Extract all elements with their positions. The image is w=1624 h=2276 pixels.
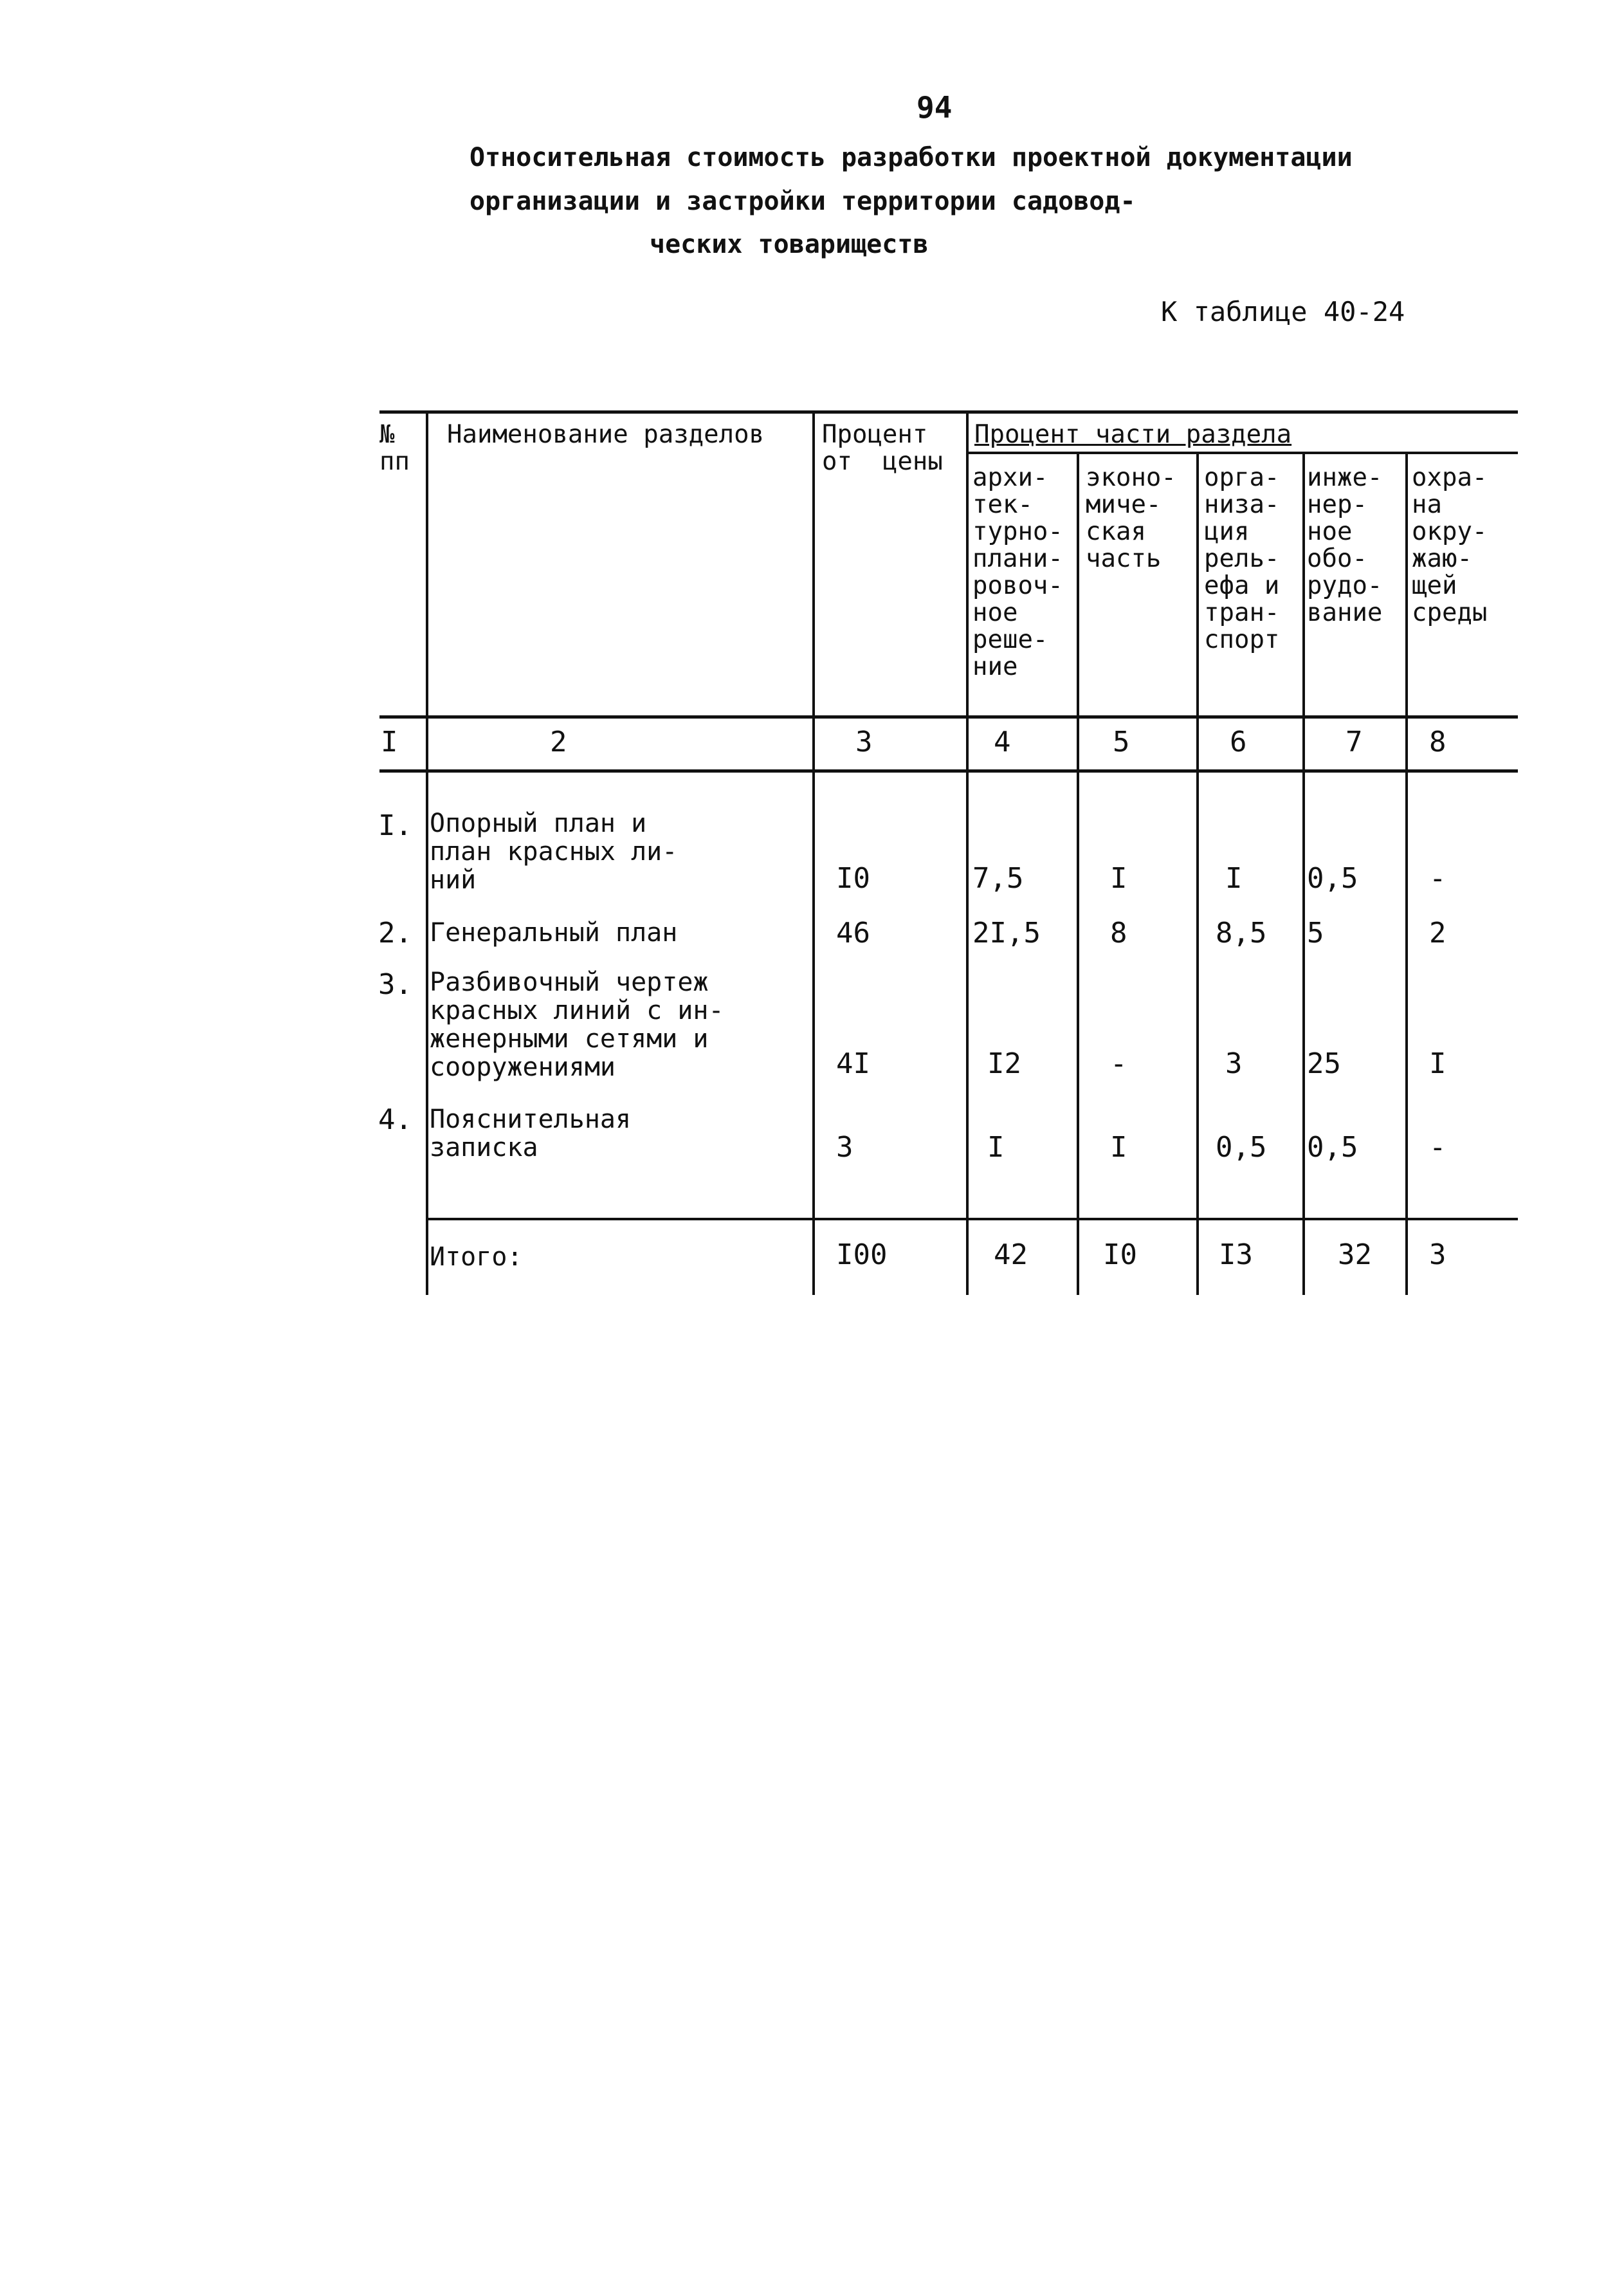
row-value: 0,5: [1307, 1131, 1358, 1164]
document-title-line-1: Относительная стоимость разработки проектной документации: [470, 143, 1353, 172]
row-name: Генеральный план: [430, 918, 678, 948]
total-value: 3: [1429, 1238, 1446, 1271]
total-value: I0: [1103, 1238, 1137, 1271]
row-value: 3: [1225, 1047, 1243, 1080]
total-value: 42: [994, 1238, 1028, 1271]
row-value: -: [1429, 862, 1446, 895]
row-value: 2: [1429, 917, 1446, 950]
document-title-line-3: ческих товариществ: [650, 230, 929, 259]
col-divider-1: [426, 414, 428, 1295]
header-sub-economic: эконо- миче- ская часть: [1086, 463, 1176, 573]
row-value: 46: [836, 917, 870, 950]
row-value: I: [1110, 1131, 1127, 1164]
row-value: 0,5: [1216, 1131, 1267, 1164]
row-value: -: [1429, 1131, 1446, 1164]
row-value: 2I,5: [972, 917, 1041, 950]
total-value: I00: [836, 1238, 888, 1271]
row-name: Разбивочный чертеж красных линий с ин- женерными сетями и сооружениями: [430, 968, 724, 1082]
row-name: Опорный план и план красных ли- ний: [430, 809, 678, 895]
header-sub-relief-transport: орга- низа- ция рель- ефа и тран- спорт: [1204, 463, 1280, 654]
column-number: 7: [1346, 726, 1363, 758]
column-number: 8: [1429, 726, 1446, 758]
col-divider-6: [1302, 454, 1305, 1295]
header-sub-architecture: архи- тек- турно- плани- ровоч- ное реше- ние: [972, 463, 1063, 681]
col-divider-4: [1077, 454, 1079, 1295]
row-value: 8,5: [1216, 917, 1267, 950]
header-bottom-rule: [379, 715, 1518, 719]
row-value: I: [1225, 862, 1243, 895]
row-value: 4I: [836, 1047, 870, 1080]
total-value: 32: [1338, 1238, 1372, 1271]
page-number: 94: [917, 90, 953, 125]
row-value: -: [1110, 1047, 1127, 1080]
header-percent-price: Процент от цены: [822, 420, 943, 476]
row-value: I2: [987, 1047, 1021, 1080]
row-number: 4.: [378, 1103, 412, 1136]
row-number: 2.: [378, 917, 412, 950]
header-no: № пп: [379, 420, 410, 476]
table-top-rule: [379, 410, 1518, 414]
column-number: 3: [855, 726, 873, 758]
row-value: I: [1110, 862, 1127, 895]
row-name: Пояснительная записка: [430, 1105, 632, 1162]
document-title-line-2: организации и застройки территории садовод-: [470, 187, 1136, 216]
column-numbers-rule: [379, 769, 1518, 773]
total-value: I3: [1219, 1238, 1253, 1271]
col-divider-7: [1405, 454, 1408, 1295]
column-number: 6: [1230, 726, 1247, 758]
row-value: 8: [1110, 917, 1127, 950]
row-value: I: [987, 1131, 1005, 1164]
col-divider-2: [812, 414, 815, 1295]
row-value: 25: [1307, 1047, 1341, 1080]
total-label: Итого:: [430, 1242, 523, 1272]
row-value: I0: [836, 862, 870, 895]
row-number: I.: [378, 809, 412, 842]
header-sub-environment: охра- на окру- жаю- щей среды: [1412, 463, 1488, 627]
row-value: 3: [836, 1131, 853, 1164]
row-value: 0,5: [1307, 862, 1358, 895]
header-name: Наименование разделов: [447, 420, 765, 449]
table-reference: К таблице 40-24: [1161, 296, 1405, 327]
col-divider-5: [1196, 454, 1199, 1295]
total-rule: [428, 1218, 1518, 1220]
row-value: 7,5: [972, 862, 1024, 895]
column-number: 5: [1113, 726, 1130, 758]
header-percent-part: Процент части раздела: [974, 420, 1292, 449]
header-sub-engineering: инже- нер- ное обо- рудо- вание: [1307, 463, 1383, 627]
column-number: I: [381, 726, 398, 758]
subheader-rule: [968, 452, 1518, 454]
column-number: 2: [550, 726, 567, 758]
row-value: 5: [1307, 917, 1324, 950]
row-number: 3.: [378, 968, 412, 1001]
row-value: I: [1429, 1047, 1446, 1080]
column-number: 4: [994, 726, 1011, 758]
col-divider-3: [966, 414, 969, 1295]
